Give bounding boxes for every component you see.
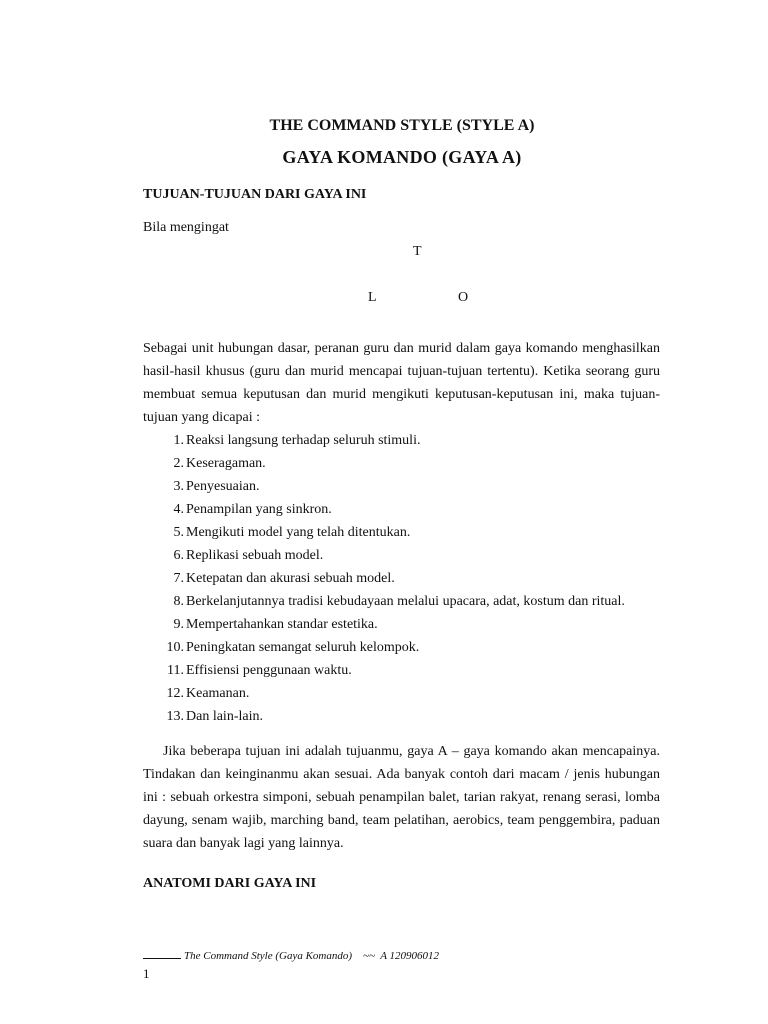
list-item-number: 7.: [173, 571, 184, 586]
list-item: [143, 705, 703, 728]
list-item-text: Mempertahankan standar estetika.: [186, 617, 378, 632]
list-item-text: Keseragaman.: [186, 456, 266, 471]
list-item-text: Keamanan.: [186, 686, 250, 701]
diagram-letter-t: T: [413, 244, 422, 259]
list-item: [143, 636, 703, 659]
list-item-number: 2.: [173, 456, 184, 471]
list-item-number: 12.: [166, 686, 184, 701]
paragraph-roles: Sebagai unit hubungan dasar, peranan guru dan murid dalam gaya komando menghasilkan hasil-hasil khusus (guru dan murid mencapai tujuan-tujuan tertentu). Ketika seorang guru membuat semua keputusan dan murid mengikuti keputusan-keputusan ini, maka tujuan-tujuan yang dicapai :: [143, 341, 660, 425]
list-item-number: 6.: [173, 548, 184, 563]
list-item: [143, 429, 703, 452]
footnote-rule: [143, 958, 181, 959]
footnote: [143, 950, 439, 962]
list-item-text: Replikasi sebuah model.: [186, 548, 324, 563]
list-item: [143, 682, 703, 705]
section-heading-anatomy: ANATOMI DARI GAYA INI: [143, 876, 317, 891]
footnote-text: The Command Style (Gaya Komando) ~~ A 120906012: [184, 950, 440, 962]
diagram-letter-l: L: [368, 290, 377, 305]
list-item-number: 5.: [173, 525, 184, 540]
list-item: [143, 590, 703, 613]
list-item: [143, 452, 703, 475]
list-item-number: 10.: [166, 640, 184, 655]
list-item-number: 9.: [173, 617, 184, 632]
list-item: [143, 613, 703, 636]
list-item-text: Reaksi langsung terhadap seluruh stimuli.: [186, 433, 421, 448]
list-item: [143, 475, 703, 498]
page-number: 1: [143, 966, 150, 981]
document-title-indonesian: GAYA KOMANDO (GAYA A): [282, 147, 522, 167]
list-item-text: Effisiensi penggunaan waktu.: [186, 663, 352, 678]
list-item-text: Dan lain-lain.: [186, 709, 263, 724]
list-item-number: 1.: [173, 433, 184, 448]
list-item-number: 8.: [173, 594, 184, 609]
list-item-number: 13.: [166, 709, 184, 724]
list-item-text: Peningkatan semangat seluruh kelompok.: [186, 640, 420, 655]
list-item-number: 4.: [173, 502, 184, 517]
list-item-number: 3.: [173, 479, 184, 494]
list-item-text: Berkelanjutannya tradisi kebudayaan melalui upacara, adat, kostum dan ritual.: [186, 594, 625, 609]
list-item: [143, 544, 703, 567]
document-title-english: THE COMMAND STYLE (STYLE A): [269, 117, 535, 134]
list-item-number: 11.: [167, 663, 184, 678]
goals-list: [143, 429, 703, 728]
list-item: [143, 659, 703, 682]
list-item: [143, 521, 703, 544]
list-item: [143, 498, 703, 521]
list-item-text: Mengikuti model yang telah ditentukan.: [186, 525, 411, 540]
list-item-text: Penyesuaian.: [186, 479, 260, 494]
paragraph-examples: Jika beberapa tujuan ini adalah tujuanmu, gaya A – gaya komando akan mencapainya. Tindakan dan keinginanmu akan sesuai. Ada banyak contoh dari macam / jenis hubungan ini : sebuah orkestra simponi, sebuah penampilan balet, tarian rakyat, renang serasi, lomba dayung, senam wajib, marching band, team pelatihan, aerobics, team penggembira, paduan suara dan banyak lagi yang lainnya.: [143, 744, 660, 851]
diagram-letter-o: O: [458, 290, 469, 305]
section-heading-goals: TUJUAN-TUJUAN DARI GAYA INI: [143, 187, 367, 202]
intro-text: Bila mengingat: [143, 220, 229, 235]
list-item-text: Ketepatan dan akurasi sebuah model.: [186, 571, 395, 586]
list-item-text: Penampilan yang sinkron.: [186, 502, 332, 517]
list-item: [143, 567, 703, 590]
